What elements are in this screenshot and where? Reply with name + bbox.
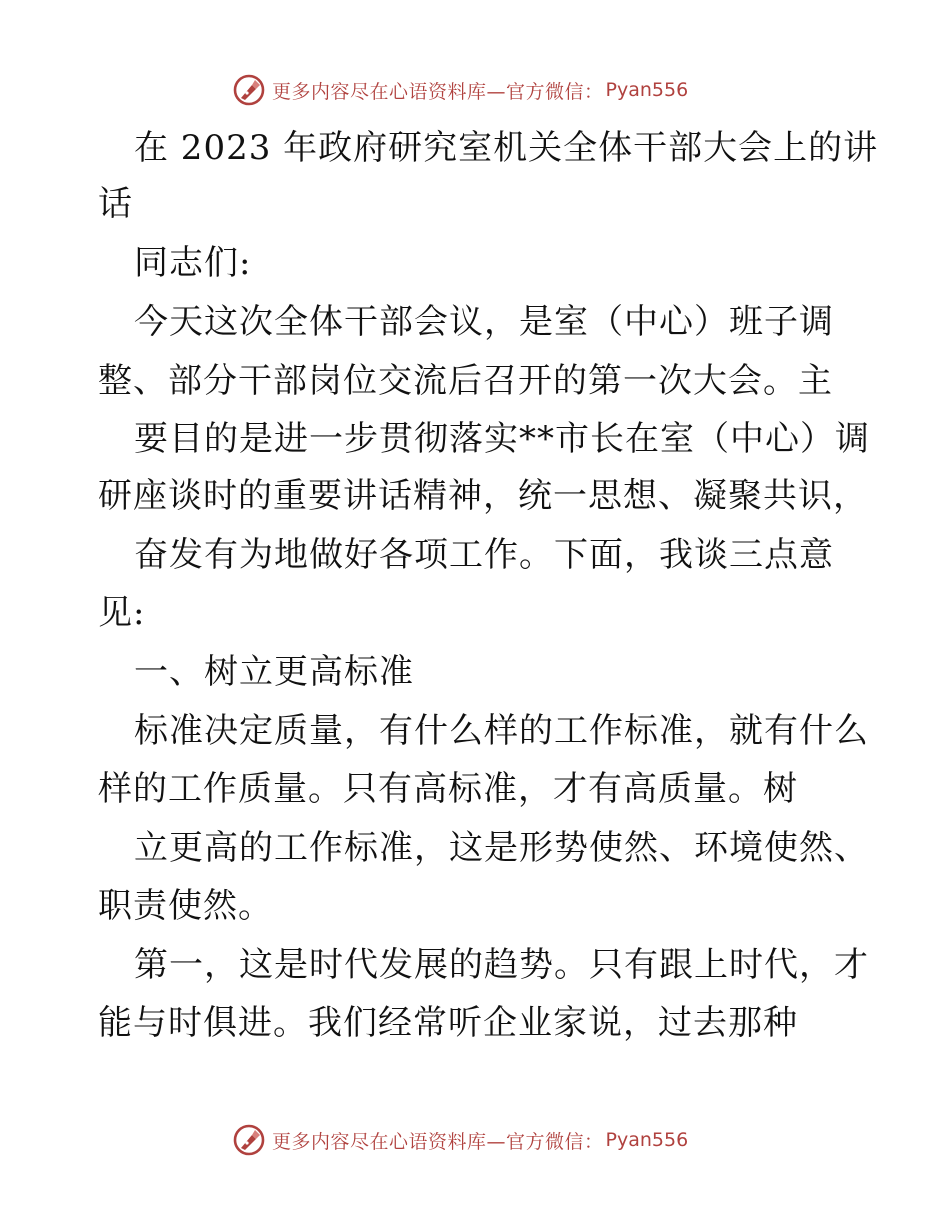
pen-nib-icon (232, 73, 266, 107)
pen-nib-icon (232, 1123, 266, 1157)
paragraph-line: 整、部分干部岗位交流后召开的第一次大会。主 (98, 361, 833, 401)
paragraph-line: 见: (98, 593, 146, 633)
watermark-text: 更多内容尽在心语资料库—官方微信： (272, 1130, 604, 1153)
paragraph-line: 样的工作质量。只有高标准，才有高质量。树 (98, 769, 798, 809)
title-line-2: 话 (98, 184, 133, 224)
footer-watermark (232, 1122, 688, 1158)
paragraph-line: 标准决定质量，有什么样的工作标准，就有什么 (134, 711, 869, 751)
paragraph-line: 今天这次全体干部会议，是室（中心）班子调 (134, 302, 834, 342)
salutation: 同志们: (134, 243, 252, 283)
paragraph-line: 要目的是进一步贯彻落实**市长在室（中心）调 (134, 419, 870, 459)
paragraph-line: 奋发有为地做好各项工作。下面，我谈三点意 (134, 535, 834, 575)
watermark-wechat-id: Pyan556 (605, 79, 689, 101)
watermark-wechat-id: Pyan556 (605, 1129, 689, 1151)
watermark-text: 更多内容尽在心语资料库—官方微信： (272, 80, 604, 103)
header-watermark (232, 72, 688, 108)
paragraph-line: 立更高的工作标准，这是形势使然、环境使然、 (134, 828, 869, 868)
paragraph-line: 职责使然。 (98, 886, 273, 926)
paragraph-line: 研座谈时的重要讲话精神，统一思想、凝聚共识， (98, 476, 868, 516)
section-heading: 一、树立更高标准 (134, 652, 414, 692)
paragraph-line: 第一，这是时代发展的趋势。只有跟上时代，才 (134, 945, 869, 985)
title-line-1: 在 2023 年政府研究室机关全体干部大会上的讲 (134, 128, 879, 168)
paragraph-line: 能与时俱进。我们经常听企业家说，过去那种 (98, 1003, 798, 1043)
